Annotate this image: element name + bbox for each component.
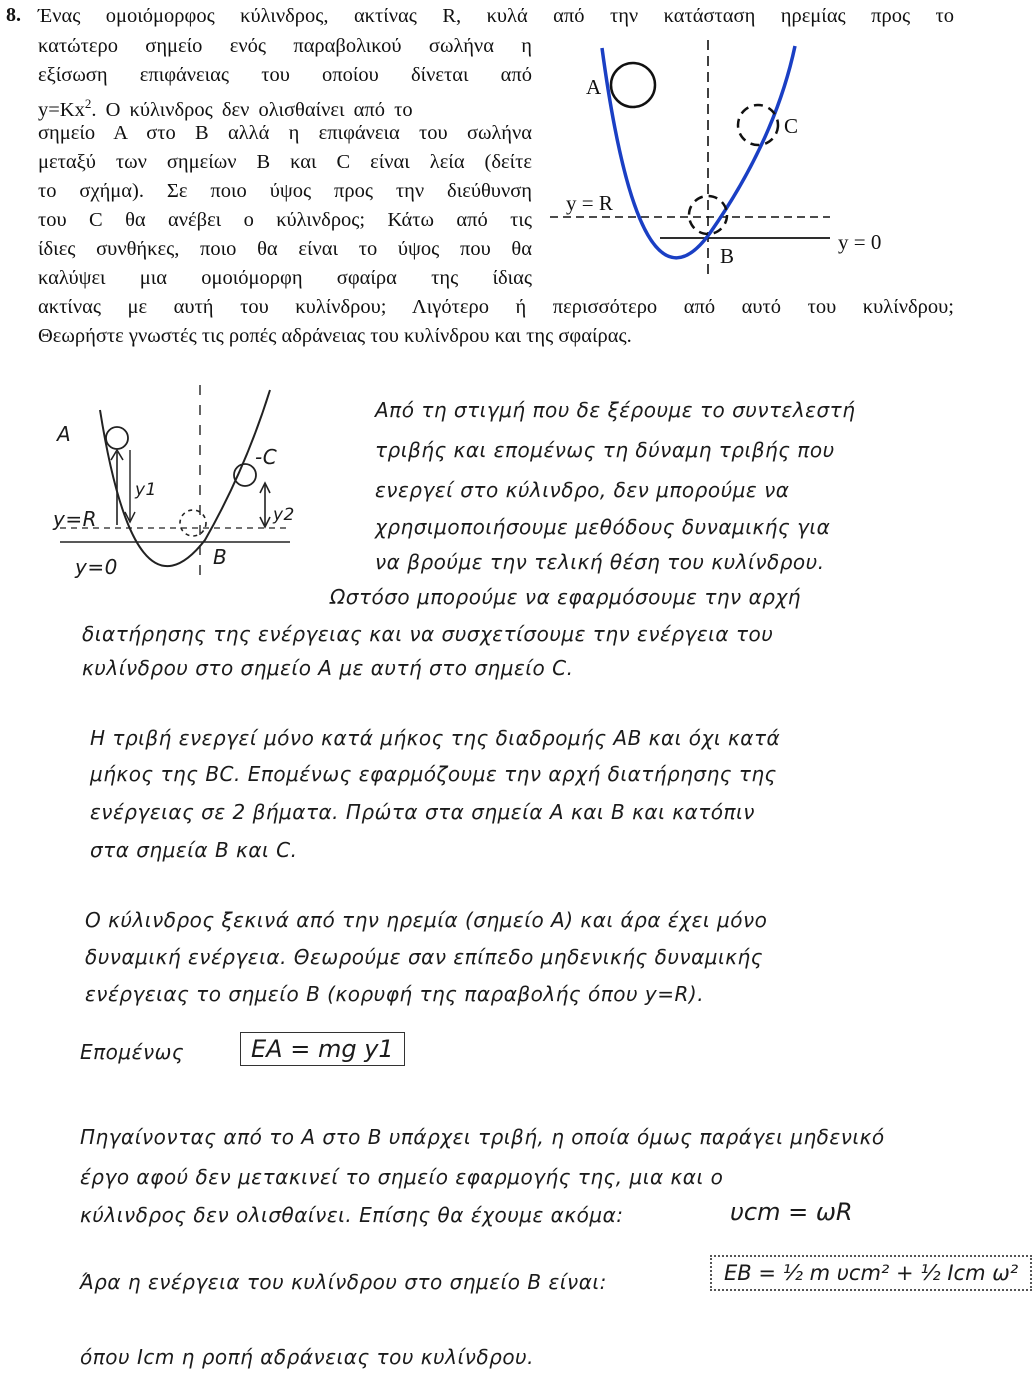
equation-exponent: 2 xyxy=(84,96,92,111)
figure-label-b: B xyxy=(720,244,735,268)
solution-line-11: ενέργειας σε 2 βήματα. Πρώτα στα σημεία Α και Β και κατόπιν xyxy=(90,800,755,824)
solution-line-19: κύλινδρος δεν ολισθαίνει. Επίσης θα έχουμε ακόμα: xyxy=(80,1203,624,1227)
problem-line-3: εξίσωση επιφάνειας του οποίου δίνεται από xyxy=(38,64,532,86)
formula-ea: EA = mg y1 xyxy=(240,1032,405,1066)
figure-label-yr: y = R xyxy=(566,191,613,215)
solution-line-15: ενέργειας το σημείο Β (κορυφή της παραβολής όπου y=R). xyxy=(85,982,705,1006)
solution-line-9: Η τριβή ενεργεί μόνο κατά μήκος της διαδρομής ΑΒ και όχι κατά xyxy=(90,726,781,750)
solution-line-6: Ωστόσο μπορούμε να εφαρμόσουμε την αρχή xyxy=(330,585,801,609)
figure-label-c: C xyxy=(784,114,799,138)
solution-line-17: Πηγαίνοντας από το Α στο Β υπάρχει τριβή, η οποία όμως παράγει μηδενικό xyxy=(80,1125,885,1149)
sketch-label-c: -C xyxy=(255,445,278,469)
formula-eb: EB = ½ m υcm² + ½ Icm ω² xyxy=(710,1255,1032,1291)
problem-line-12: Θεωρήστε γνωστές τις ροπές αδράνειας του κυλίνδρου και της σφαίρας. xyxy=(38,325,632,347)
sketch-label-yr: y=R xyxy=(53,507,97,531)
problem-line-6: μεταξύ των σημείων Β και C είναι λεία (δείτε xyxy=(38,151,532,173)
solution-line-5: να βρούμε την τελική θέση του κυλίνδρου. xyxy=(375,550,825,574)
sketch-label-y1: y1 xyxy=(135,480,157,500)
parabola-figure-svg xyxy=(540,30,960,280)
solution-line-12: στα σημεία Β και C. xyxy=(90,838,298,862)
solution-line-20: Άρα η ενέργεια του κυλίνδρου στο σημείο Β είναι: xyxy=(80,1270,607,1294)
solution-line-1: Από τη στιγμή που δε ξέρουμε το συντελεστή xyxy=(375,398,856,422)
solution-sketch xyxy=(45,380,345,580)
problem-line-10: καλύψει μια ομοιόμορφη σφαίρα της ίδιας xyxy=(38,267,532,289)
solution-line-16: Επομένως xyxy=(80,1040,185,1064)
sketch-label-y2: y2 xyxy=(273,505,295,525)
solution-line-13: Ο κύλινδρος ξεκινά από την ηρεμία (σημείο Α) και άρα έχει μόνο xyxy=(85,908,768,932)
solution-line-18: έργο αφού δεν μετακινεί το σημείο εφαρμογής της, μια και ο xyxy=(80,1165,724,1189)
problem-line-8: του C θα ανέβει ο κύλινδρος; Κάτω από τις xyxy=(38,209,532,231)
solution-line-2: τριβής και επομένως τη δύναμη τριβής που xyxy=(375,438,835,462)
figure-label-y0: y = 0 xyxy=(838,230,882,254)
sketch-cylinder-a xyxy=(106,427,128,449)
parabola-curve xyxy=(602,46,795,258)
solution-line-10: μήκος της ΒC. Επομένως εφαρμόζουμε την αρχή διατήρησης της xyxy=(90,762,777,786)
problem-line-9: ίδιες συνθήκες, ποιο θα είναι το ύψος που θα xyxy=(38,238,532,260)
equation-text: y=Kx xyxy=(38,98,85,121)
parabola-figure xyxy=(540,30,960,280)
solution-line-4: χρησιμοποιήσουμε μεθόδους δυναμικής για xyxy=(375,515,831,539)
problem-line-2: κατώτερο σημείο ενός παραβολικού σωλήνα η xyxy=(38,35,532,57)
problem-number: 8. xyxy=(6,4,21,26)
sketch-label-b: B xyxy=(213,545,228,569)
problem-statement xyxy=(0,0,960,360)
problem-line-5: σημείο Α στο Β αλλά η επιφάνεια του σωλήνα xyxy=(38,122,532,144)
sketch-label-y0: y=0 xyxy=(75,555,118,579)
solution-sketch-svg xyxy=(45,380,345,580)
problem-line-4-rest: . Ο κύλινδρος δεν ολισθαίνει από το xyxy=(91,98,413,121)
formula-vcm: υcm = ωR xyxy=(730,1198,853,1226)
solution-line-7: διατήρησης της ενέργειας και να συσχετίσουμε την ενέργεια του xyxy=(82,622,774,646)
solution-line-3: ενεργεί στο κύλινδρο, δεν μπορούμε να xyxy=(375,478,790,502)
figure-label-a: A xyxy=(586,75,602,99)
sketch-label-a: A xyxy=(57,422,72,446)
problem-line-7: το σχήμα). Σε ποιο ύψος προς την διεύθυνση xyxy=(38,180,532,202)
solution-line-8: κυλίνδρου στο σημείο Α με αυτή στο σημείο C. xyxy=(82,656,574,680)
handwritten-solution xyxy=(0,360,1019,1379)
sketch-parabola xyxy=(100,390,270,566)
sketch-cylinder-b xyxy=(180,510,206,536)
problem-line-11: ακτίνας με αυτή του κυλίνδρου; Λιγότερο ή περισσότερο από αυτό του κυλίνδρου; xyxy=(38,296,954,318)
problem-line-1: Ένας ομοιόμορφος κύλινδρος, ακτίνας R, κυλά από την κατάσταση ηρεμίας προς το xyxy=(38,5,954,27)
cylinder-at-a xyxy=(611,63,655,107)
solution-line-21: όπου Icm η ροπή αδράνειας του κυλίνδρου. xyxy=(80,1345,534,1369)
solution-line-14: δυναμική ενέργεια. Θεωρούμε σαν επίπεδο μηδενικής δυναμικής xyxy=(85,945,763,969)
